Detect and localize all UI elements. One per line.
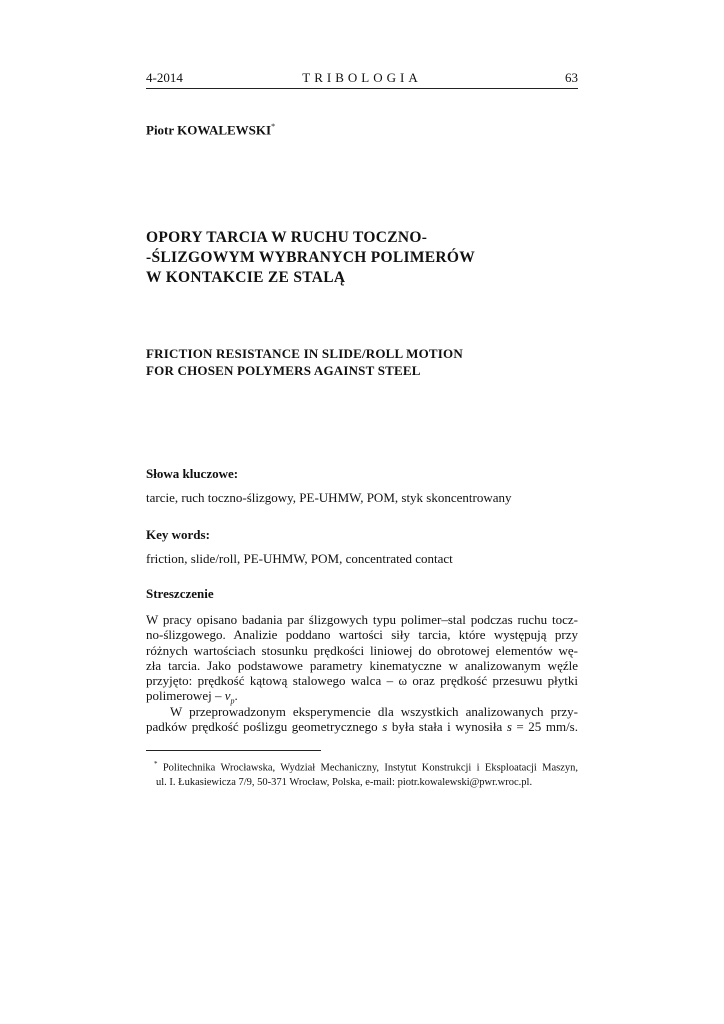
title-english-line: FOR CHOSEN POLYMERS AGAINST STEEL — [146, 363, 421, 378]
journal-name: TRIBOLOGIA — [302, 70, 422, 85]
abstract-text: padków prędkość poślizgu geometrycznego — [146, 719, 383, 735]
keywords-polish-text: tarcie, ruch toczno-ślizgowy, PE-UHMW, POM, styk skoncentrowany — [146, 490, 512, 505]
footnote-line — [146, 757, 578, 776]
author — [146, 122, 275, 138]
symbol-p-subscript: p — [230, 697, 235, 707]
abstract-line: no-ślizgowego. Analizie poddano wartości siły tarcia, które występują przy — [146, 627, 578, 643]
abstract-text: = 25 mm/s. — [511, 719, 578, 735]
symbol-v: v — [224, 688, 231, 704]
title-english — [146, 345, 578, 379]
running-header — [146, 70, 578, 88]
abstract-line: W pracy opisano badania par ślizgowych typu polimer–stal podczas ruchu tocz- — [146, 612, 578, 627]
title-english-line: FRICTION RESISTANCE IN SLIDE/ROLL MOTION — [146, 346, 463, 361]
symbol-s: s — [506, 719, 512, 735]
title-polish — [146, 228, 578, 288]
abstract-body — [146, 612, 578, 734]
footnote-rule — [146, 750, 321, 751]
header-rule — [146, 88, 578, 89]
page-number: 63 — [565, 70, 578, 85]
abstract-text: była stała i wynosiła — [387, 719, 507, 735]
footnote — [146, 757, 578, 790]
title-polish-line: -ŚLIZGOWYM WYBRANYCH POLIMERÓW — [146, 249, 476, 266]
abstract-period: . — [234, 688, 238, 704]
footnote-marker: * — [154, 760, 158, 768]
title-polish-line: OPORY TARCIA W RUCHU TOCZNO- — [146, 229, 428, 246]
abstract-text: polimerowej – — [146, 688, 225, 704]
abstract-line: przyjęto: prędkość kątową stalowego walca – ω oraz prędkość przesuwu płytki — [146, 673, 578, 689]
abstract-line: różnych wartościach stosunku prędkości liniowej do obrotowej elementów wę- — [146, 642, 578, 658]
keywords-polish-heading: Słowa kluczowe: — [146, 466, 239, 481]
abstract-line: W przeprowadzonym eksperymencie dla wszystkich analizowanych przy- — [170, 703, 578, 719]
symbol-s: s — [382, 719, 388, 735]
abstract-line: zła tarcia. Jako podstawowe parametry kinematyczne w analizowanym węźle — [146, 657, 578, 673]
title-polish-line: W KONTAKCIE ZE STALĄ — [146, 269, 346, 286]
author-name: Piotr KOWALEWSKI — [146, 122, 272, 138]
author-footnote-marker: * — [271, 122, 276, 131]
keywords-english-text: friction, slide/roll, PE-UHMW, POM, concentrated contact — [146, 551, 453, 566]
footnote-line: ul. I. Łukasiewicza 7/9, 50-371 Wrocław, Polska, e-mail: piotr.kowalewski@pwr.wroc.pl. — [156, 776, 533, 788]
abstract-line — [146, 688, 578, 707]
keywords-english-heading: Key words: — [146, 527, 210, 542]
abstract-heading: Streszczenie — [146, 586, 214, 601]
footnote-text: Politechnika Wrocławska, Wydział Mechaniczny, Instytut Konstrukcji i Eksploatacji Maszyn, — [162, 762, 578, 774]
abstract-line — [146, 719, 578, 734]
issue-number: 4-2014 — [146, 70, 183, 85]
